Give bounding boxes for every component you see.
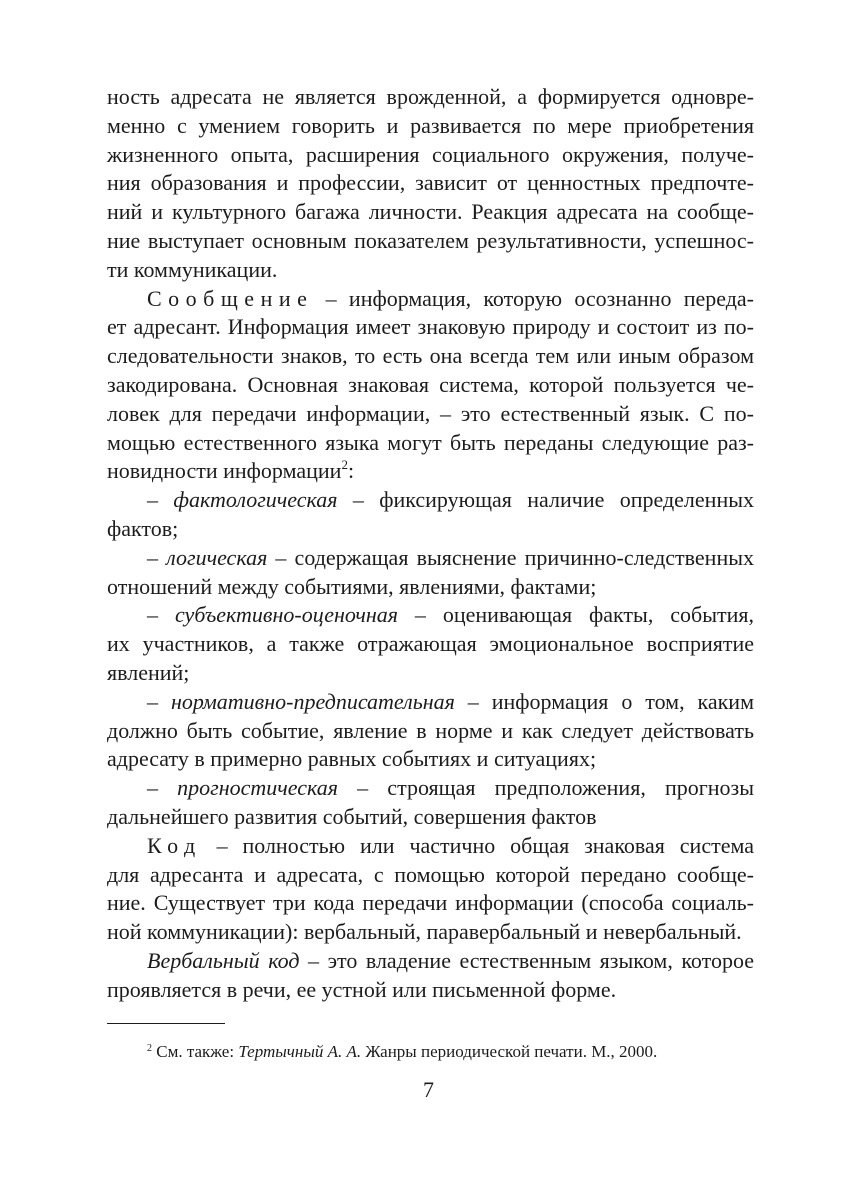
text-line: ти коммуникации.: [107, 256, 278, 282]
footnote-divider: [107, 1023, 225, 1024]
text-line: мощью естественного языка могут быть переданы следующие раз-: [107, 429, 754, 455]
text-line: закодирована. Основная знаковая система, которой пользуется че-: [107, 371, 754, 397]
list-term: фактологическая: [173, 487, 338, 513]
text-line: следовательности знаков, то есть она всегда тем или иным образом: [107, 343, 754, 369]
text-line: фактов;: [107, 515, 179, 541]
footnote-reference[interactable]: 2: [341, 457, 348, 473]
text-line: менно с умением говорить и развивается по мере приобретения: [107, 112, 754, 138]
text-line: проявляется в речи, ее устной или письменной форме.: [107, 976, 617, 1002]
text-line: дальнейшего развития событий, совершения фактов: [107, 803, 597, 829]
verbal-code-line: Вербальный код – это владение естественным языком, которое: [147, 947, 754, 973]
text-line: новидности информации$^2$:: [107, 457, 355, 484]
list-term: нормативно-предписательная: [170, 688, 455, 714]
list-item: – субъективно-оценочная – оценивающая факты, события,: [147, 602, 754, 628]
text-line: отношений между событиями, явлениями, фактами;: [107, 573, 597, 599]
text-line: ет адресант. Информация имеет знаковую природу и состоит из по-: [107, 314, 754, 340]
message-definition-line: Сообщение – информация, которую осознанно переда-: [147, 285, 755, 311]
term-message: Сообщение: [147, 285, 314, 311]
page-number: 7: [423, 1077, 434, 1102]
list-term: субъективно-оценочная: [174, 602, 398, 628]
text-line: явлений;: [107, 659, 190, 685]
list-term: прогностическая: [177, 775, 339, 801]
list-term: логическая: [166, 544, 268, 570]
footnote-author: Тертычный А. А.: [238, 1042, 362, 1061]
term-code: Код: [147, 832, 202, 858]
text-line: ние. Существует три кода передачи информации (способа социаль-: [107, 890, 754, 916]
text-line: для адресанта и адресата, с помощью которой передано сообще-: [107, 861, 754, 887]
list-item: – логическая – содержащая выяснение причинно-следственных: [147, 544, 755, 570]
footnote-number: 2: [147, 1043, 152, 1054]
text-line: ния образования и профессии, зависит от ценностных предпочте-: [107, 170, 754, 196]
list-item: – прогностическая – строящая предположения, прогнозы: [147, 775, 755, 801]
list-item: – нормативно-предписательная – информация о том, каким: [147, 688, 754, 714]
text-line: ловек для передачи информации, – это естественный язык. С по-: [107, 400, 754, 426]
body-text: [107, 83, 754, 1005]
footnote: $^2$ См. также: Тертычный А. А. Жанры периодической печати. М., 2000.: [147, 1042, 658, 1061]
text-line: жизненного опыта, расширения социального окружения, получе-: [107, 141, 754, 167]
list-item: – фактологическая – фиксирующая наличие определенных: [147, 487, 754, 513]
term-verbal-code: Вербальный код: [147, 947, 300, 973]
text-line: должно быть событие, явление в норме и как следует действовать: [107, 717, 754, 743]
text-line: адресату в примерно равных событиях и ситуациях;: [107, 746, 597, 772]
text-line: ной коммуникации): вербальный, паравербальный и невербальный.: [107, 919, 742, 945]
text-line: ний и культурного багажа личности. Реакция адресата на сообще-: [107, 199, 754, 225]
text-line: их участников, а также отражающая эмоциональное восприятие: [107, 631, 754, 657]
text-line: ность адресата не является врожденной, а формируется одновре-: [107, 84, 754, 109]
text-line: ние выступает основным показателем результативности, успешнос-: [107, 227, 754, 253]
code-definition-line: Код – полностью или частично общая знаковая система: [147, 832, 755, 858]
